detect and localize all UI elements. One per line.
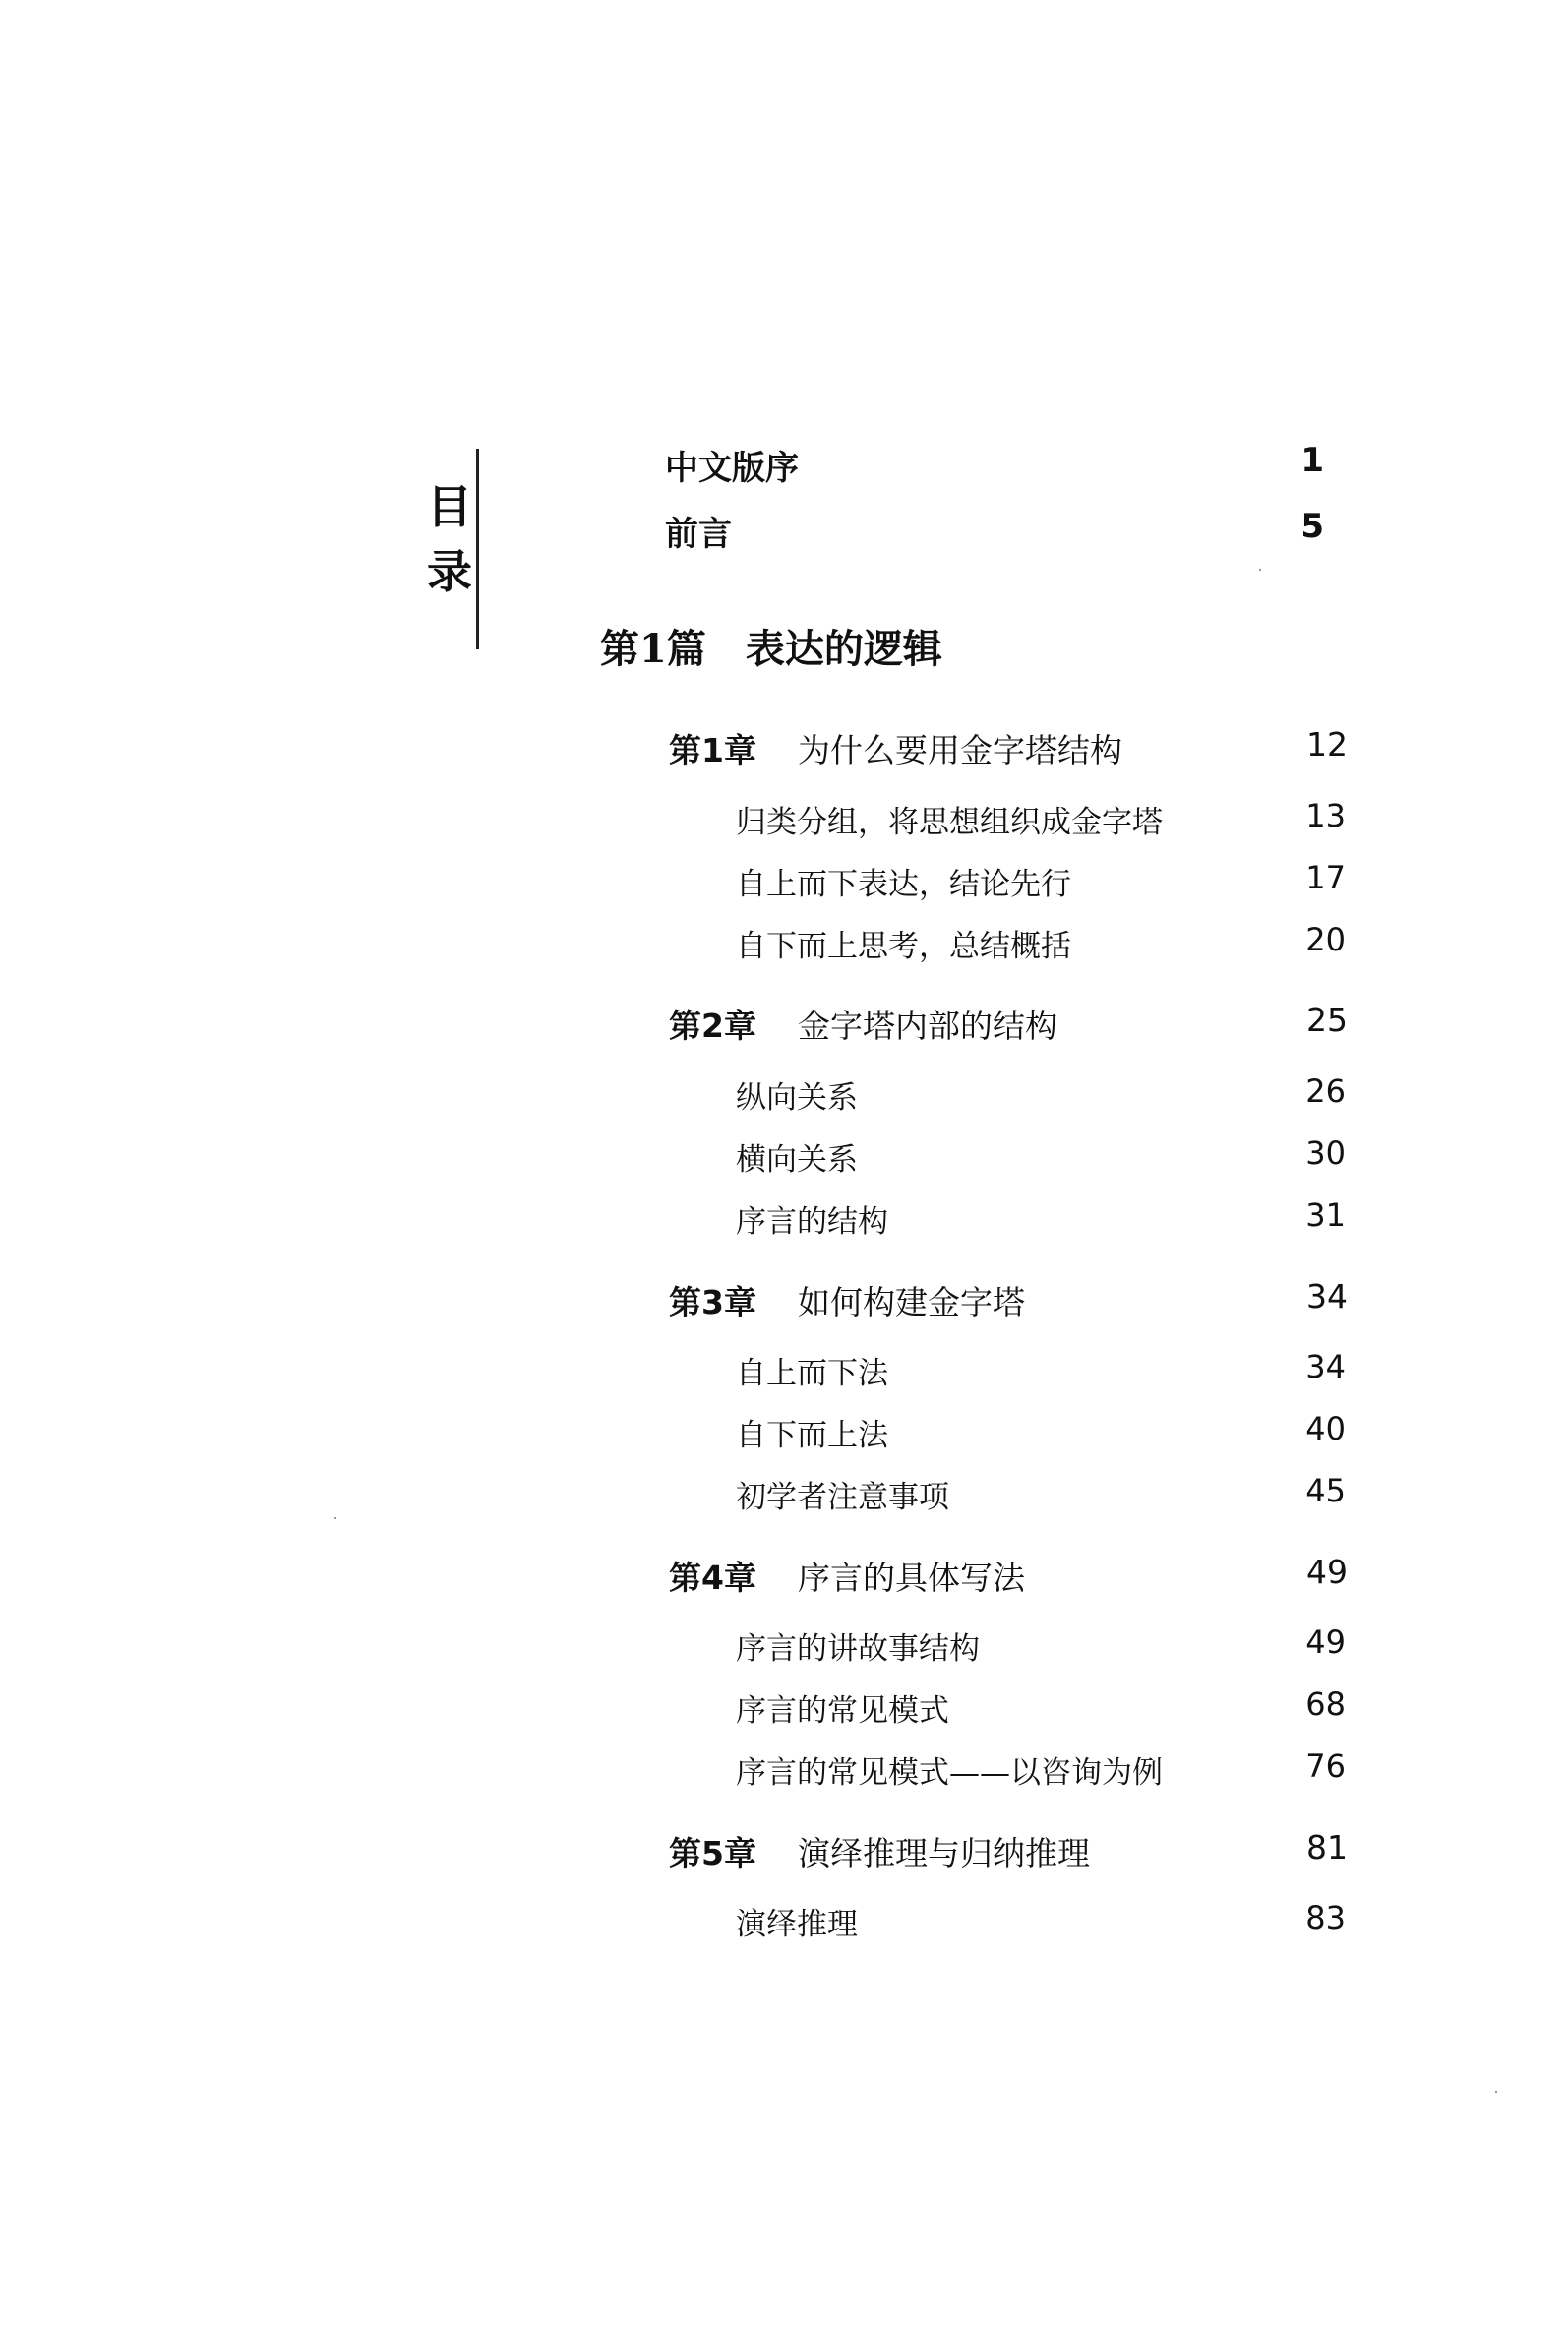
section-page: 34 [1305,1348,1346,1385]
section-label: 自上而下表达，结论先行 [736,867,1071,902]
toc-section-entry[interactable] [736,1348,1424,1391]
section-page: 45 [1305,1472,1346,1509]
scan-speck [1495,2091,1497,2093]
toc-section-entry[interactable] [736,1472,1424,1515]
section-label: 自上而下法 [736,1356,888,1391]
chapter-label [669,725,1122,771]
section-label: 序言的常见模式——以咨询为例 [736,1755,1163,1791]
section-page: 13 [1305,797,1346,834]
section-label: 序言的结构 [736,1204,888,1240]
section-label: 初学者注意事项 [736,1480,949,1515]
toc-section-entry[interactable] [736,859,1424,902]
toc-section-entry[interactable] [736,1196,1424,1240]
toc-chapter-entry[interactable] [669,1553,1426,1597]
toc-section-entry[interactable] [736,797,1424,840]
chapter-label [669,1553,1025,1599]
chapter-label [669,1277,1025,1323]
toc-section-entry[interactable] [736,1410,1424,1453]
toc-section-entry[interactable] [736,1072,1424,1116]
section-page: 83 [1305,1899,1346,1936]
chapter-title: 演绎推理与归纳推理 [797,1834,1090,1872]
chapter-label [669,1001,1057,1047]
section-label: 纵向关系 [736,1080,858,1116]
section-label: 归类分组，将思想组织成金字塔 [736,805,1163,840]
toc-entry-label: 前言 [665,515,732,554]
section-label: 序言的讲故事结构 [736,1631,980,1667]
toc-side-title [425,474,474,604]
chapter-label [669,1828,1090,1874]
chapter-page: 25 [1306,1001,1348,1039]
toc-section-entry[interactable] [736,921,1424,964]
chapter-number: 第1章 [669,731,756,769]
section-label: 自下而上法 [736,1418,888,1453]
section-label: 自下而上思考，总结概括 [736,929,1071,964]
toc-chapter-entry[interactable] [669,1277,1426,1321]
chapter-title: 金字塔内部的结构 [797,1007,1057,1045]
toc-entry-label: 中文版序 [665,449,799,488]
chapter-number: 第2章 [669,1007,756,1045]
section-label: 横向关系 [736,1142,858,1178]
section-page: 31 [1305,1196,1346,1234]
toc-part-heading[interactable] [600,618,1426,672]
section-page: 68 [1305,1685,1346,1723]
toc-entry-front[interactable] [665,507,1413,554]
toc-chapter-entry[interactable] [669,725,1426,769]
toc-section-entry[interactable] [736,1899,1424,1942]
toc-entry-page: 1 [1300,441,1324,480]
chapter-number: 第4章 [669,1559,756,1597]
toc-entry-page: 5 [1300,507,1324,546]
chapter-title: 为什么要用金字塔结构 [797,731,1122,769]
side-title-rule [476,449,479,649]
section-page: 49 [1305,1623,1346,1661]
chapter-page: 34 [1306,1277,1348,1316]
section-page: 40 [1305,1410,1346,1447]
section-label: 演绎推理 [736,1907,858,1942]
toc-section-entry[interactable] [736,1134,1424,1178]
toc-chapter-entry[interactable] [669,1828,1426,1872]
section-page: 17 [1305,859,1346,896]
scan-speck [334,1517,336,1519]
part-title: 第1篇 表达的逻辑 [600,626,942,672]
chapter-title: 序言的具体写法 [797,1559,1025,1597]
section-page: 26 [1305,1072,1346,1110]
side-title-char: 录 [427,545,472,598]
toc-section-entry[interactable] [736,1747,1424,1791]
chapter-number: 第5章 [669,1834,756,1872]
side-title-char: 目 [427,480,472,533]
section-page: 20 [1305,921,1346,958]
chapter-page: 12 [1306,725,1348,764]
chapter-number: 第3章 [669,1283,756,1321]
section-page: 76 [1305,1747,1346,1785]
toc-section-entry[interactable] [736,1623,1424,1667]
chapter-title: 如何构建金字塔 [797,1283,1025,1321]
section-label: 序言的常见模式 [736,1693,949,1729]
toc-section-entry[interactable] [736,1685,1424,1729]
chapter-page: 49 [1306,1553,1348,1591]
scan-speck [1259,569,1261,571]
chapter-page: 81 [1306,1828,1348,1867]
section-page: 30 [1305,1134,1346,1172]
toc-entry-front[interactable] [665,441,1413,488]
toc-chapter-entry[interactable] [669,1001,1426,1045]
